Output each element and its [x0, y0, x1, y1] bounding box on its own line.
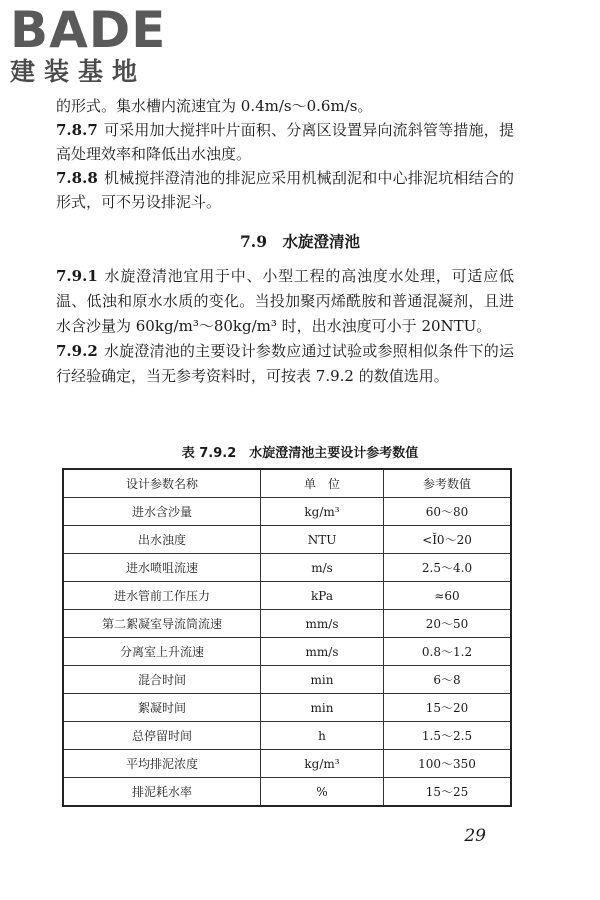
- cell-value: 100～350: [384, 750, 512, 778]
- cell-value: 15～25: [384, 778, 512, 807]
- section-title: 7.9 水旋澄清池: [240, 232, 360, 251]
- header-value: 参考数值: [384, 469, 512, 498]
- cell-name: 絮凝时间: [63, 694, 261, 722]
- cell-name: 进水含沙量: [63, 498, 261, 526]
- cell-value: 6～8: [384, 666, 512, 694]
- table-row: [63, 526, 511, 554]
- mid-paragraphs: [56, 264, 514, 389]
- clause-7-9-1: [56, 264, 514, 339]
- cell-name: 第二絮凝室导流筒流速: [63, 610, 261, 638]
- paragraph-continued: 的形式。集水槽内流速宜为 0.4m/s～0.6m/s。: [56, 97, 373, 115]
- cell-unit: mm/s: [261, 638, 384, 666]
- cell-value: ≈60: [384, 582, 512, 610]
- table-caption: 表 7.9.2 水旋澄清池主要设计参考数值: [181, 446, 419, 461]
- page-number: 29: [464, 826, 486, 846]
- clause-number: 7.8.8: [56, 169, 98, 187]
- cell-name: 平均排泥浓度: [63, 750, 261, 778]
- table-row: [63, 666, 511, 694]
- cell-unit: m/s: [261, 554, 384, 582]
- clause-7-8-7: [56, 118, 514, 166]
- clause-number: 7.9.1: [56, 267, 98, 285]
- cell-name: 混合时间: [63, 666, 261, 694]
- table-row: [63, 694, 511, 722]
- logo-subtext: 建装基地: [10, 57, 147, 86]
- clause-number: 7.8.7: [56, 121, 98, 139]
- cell-value: 2.5～4.0: [384, 554, 512, 582]
- table-row: [63, 722, 511, 750]
- cell-name: 总停留时间: [63, 722, 261, 750]
- cell-name: 分离室上升流速: [63, 638, 261, 666]
- cell-value: 60～80: [384, 498, 512, 526]
- table-row: [63, 498, 511, 526]
- cell-unit: mm/s: [261, 610, 384, 638]
- cell-unit: %: [261, 778, 384, 807]
- cell-value: 1.5～2.5: [384, 722, 512, 750]
- table-row: [63, 750, 511, 778]
- top-paragraphs: [56, 94, 514, 214]
- clause-7-9-2: [56, 339, 514, 389]
- table-row: [63, 638, 511, 666]
- cell-value: 15～20: [384, 694, 512, 722]
- cell-name: 进水喷咀流速: [63, 554, 261, 582]
- cell-unit: min: [261, 666, 384, 694]
- logo-text: BADE: [10, 1, 167, 59]
- clause-text: 机械搅拌澄清池的排泥应采用机械刮泥和中心排泥坑相结合的形式，可不另设排泥斗。: [56, 169, 514, 211]
- header-name: 设计参数名称: [63, 469, 261, 498]
- cell-value: 20～50: [384, 610, 512, 638]
- cell-unit: kg/m³: [261, 750, 384, 778]
- cell-unit: NTU: [261, 526, 384, 554]
- table-row: [63, 778, 511, 807]
- table-row: [63, 610, 511, 638]
- cell-unit: h: [261, 722, 384, 750]
- cell-value: <Ĭ0～20: [384, 526, 512, 554]
- cell-name: 出水浊度: [63, 526, 261, 554]
- table-row: [63, 554, 511, 582]
- clause-text: 水旋澄清池的主要设计参数应通过试验或参照相似条件下的运行经验确定，当无参考资料时，可按表 7.9.2 的数值选用。: [56, 342, 514, 385]
- header-unit: 单 位: [261, 469, 384, 498]
- clause-7-8-8: [56, 166, 514, 214]
- cell-name: 排泥耗水率: [63, 778, 261, 807]
- table-body: [63, 498, 511, 807]
- watermark-logo: [10, 1, 167, 86]
- clause-number: 7.9.2: [56, 342, 98, 360]
- parameter-table: [62, 468, 512, 807]
- table-row: [63, 582, 511, 610]
- clause-text: 可采用加大搅拌叶片面积、分离区设置异向流斜管等措施，提高处理效率和降低出水浊度。: [56, 121, 514, 163]
- clause-text: 水旋澄清池宜用于中、小型工程的高浊度水处理，可适应低温、低浊和原水水质的变化。当投加聚丙烯酰胺和普通混凝剂，且进水含沙量为 60kg/m³～80kg/m³ 时，出水浊度可小于 20NTU。: [56, 267, 514, 335]
- cell-value: 0.8～1.2: [384, 638, 512, 666]
- cell-unit: kPa: [261, 582, 384, 610]
- table-header-row: [63, 469, 511, 498]
- cell-unit: kg/m³: [261, 498, 384, 526]
- cell-name: 进水管前工作压力: [63, 582, 261, 610]
- cell-unit: min: [261, 694, 384, 722]
